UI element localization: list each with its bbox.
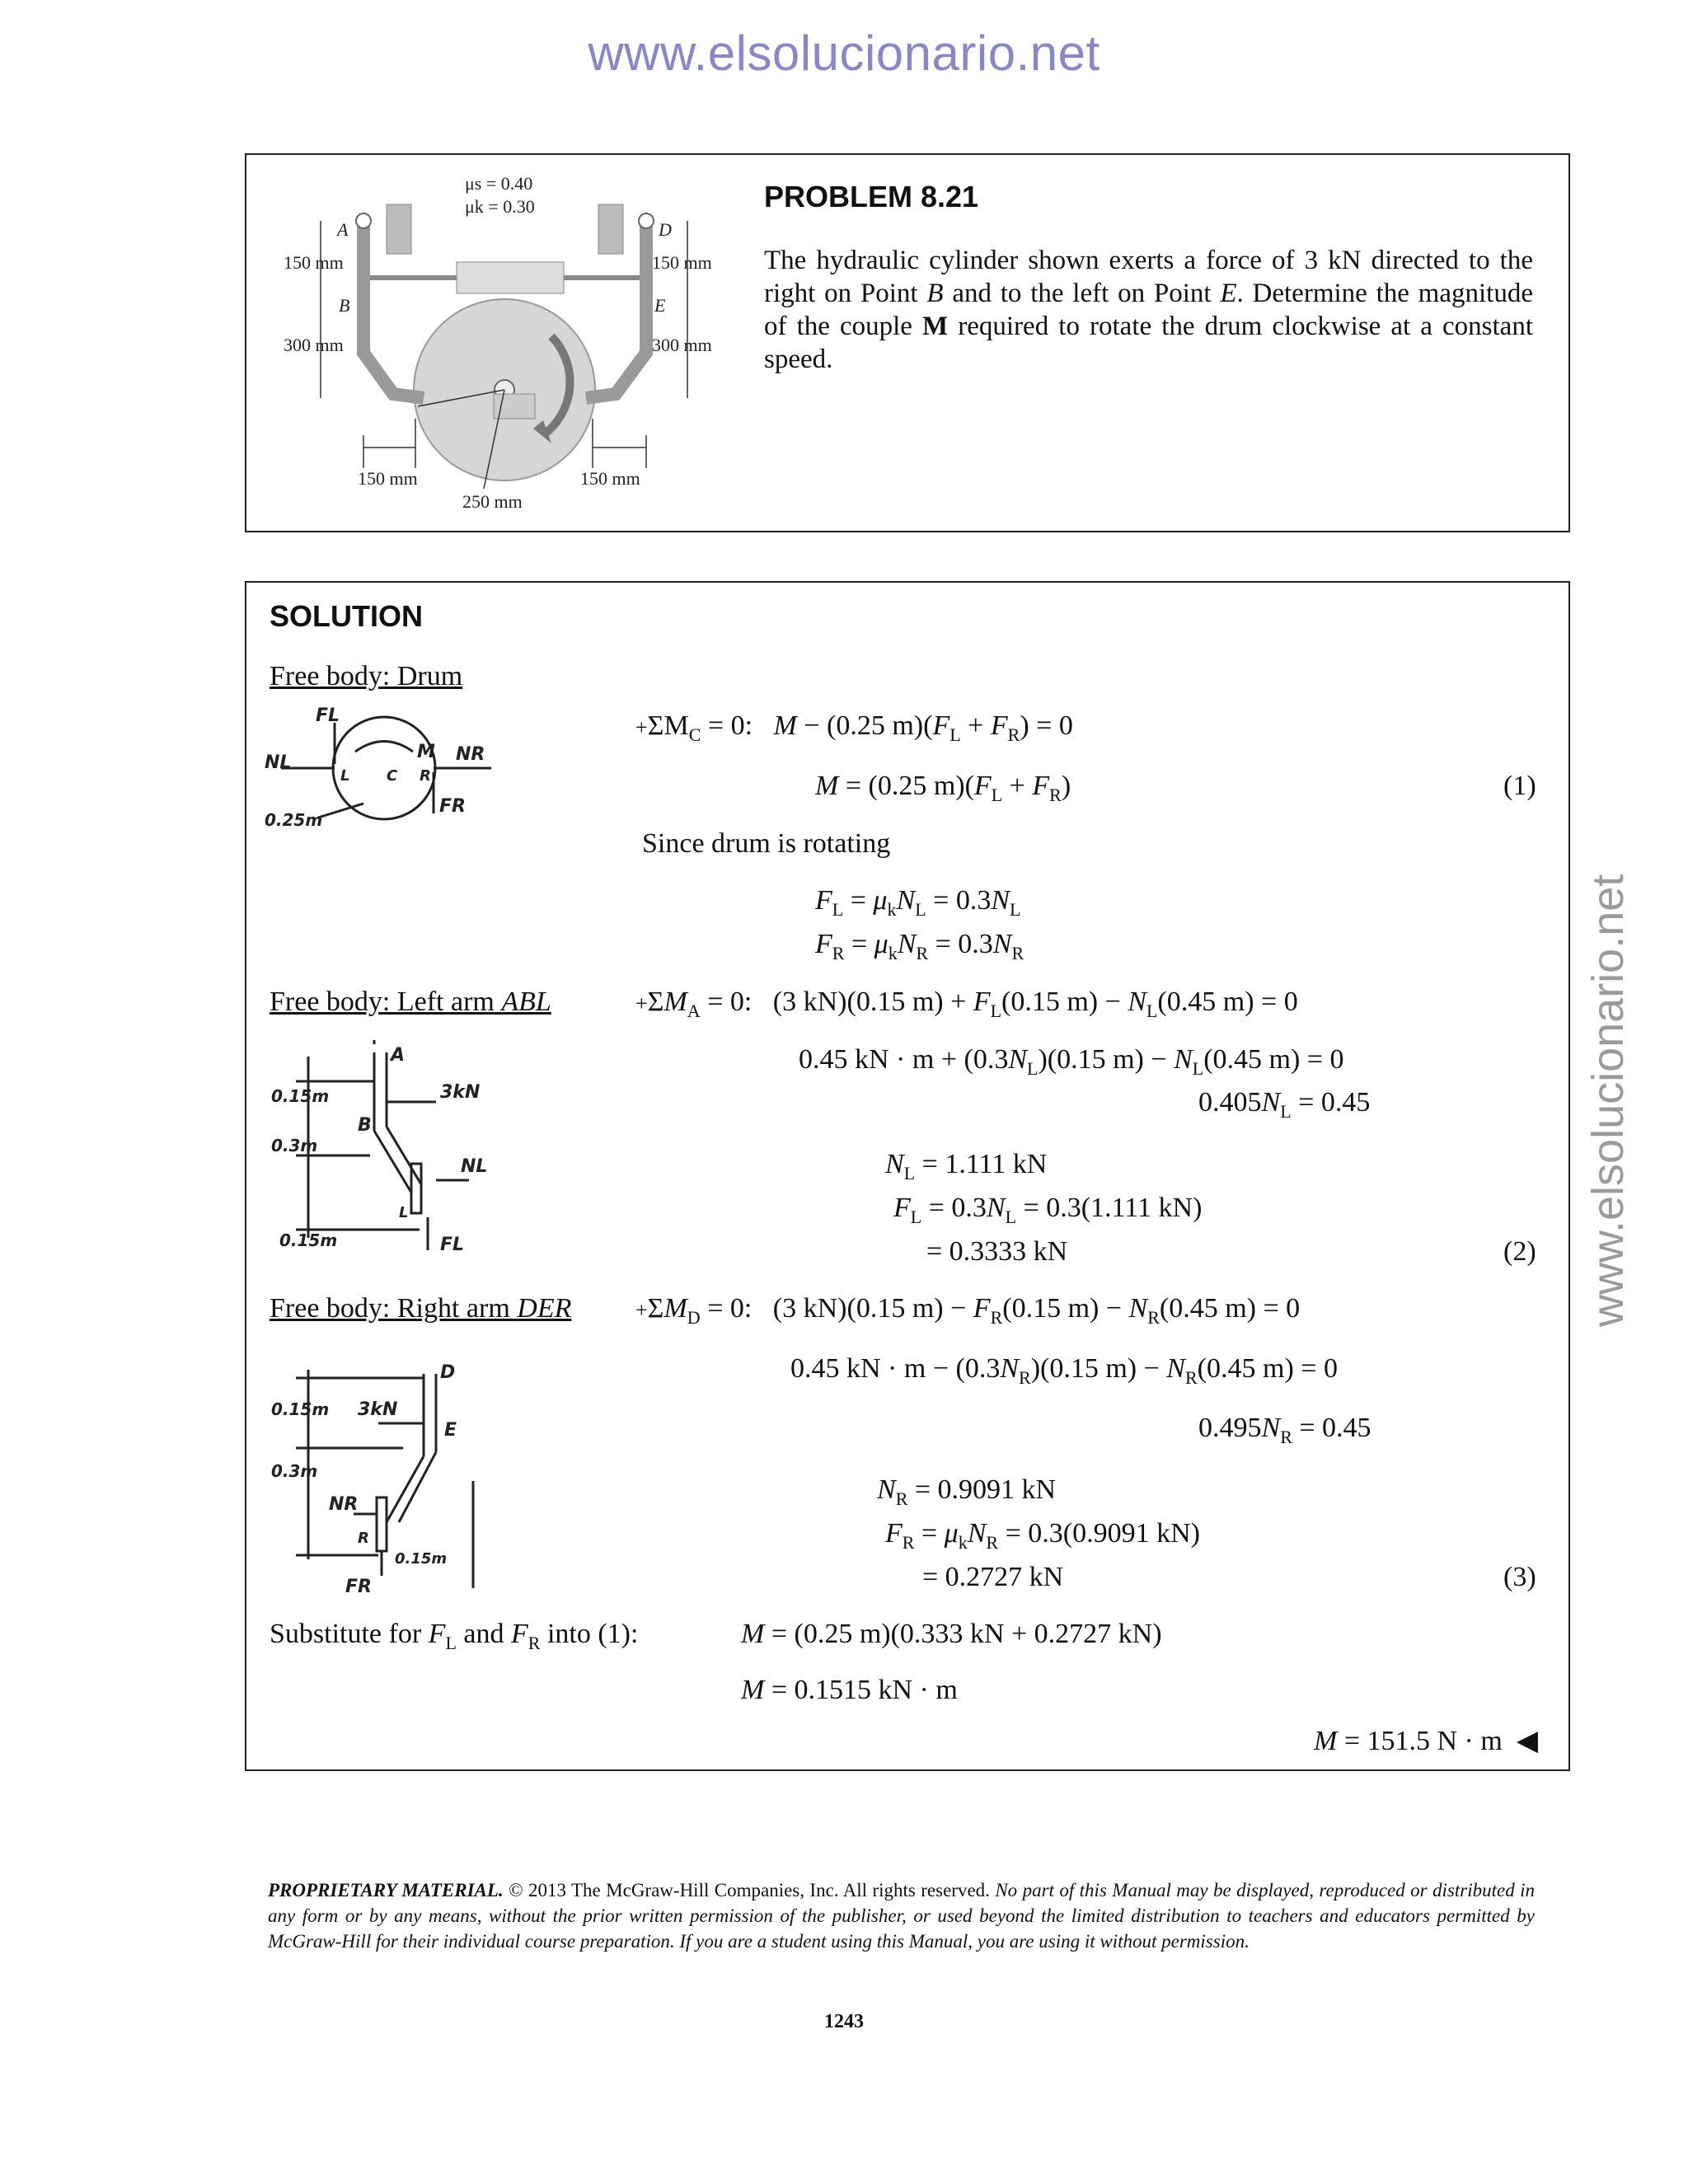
drum-sketch-FR: FR [439,796,466,817]
fig-dim-150-bottom-right: 150 mm [580,468,640,489]
left-sketch-B: B [358,1115,372,1136]
right-sketch-dim2: 0.3m [271,1461,318,1481]
drum-sketch-C: C [387,767,398,785]
fb-drum-heading: Free body: Drum [270,661,463,691]
left-sketch-L: L [399,1204,409,1221]
fig-dim-150-right: 150 mm [652,252,712,273]
eq-fr-value: $F_R = \mu_kN_R = 0.3(0.9091$ kN) [885,1518,1200,1553]
solution-title: SOLUTION [270,599,423,633]
eq-right-substituted: 0.45 kN · $m - (0.3N_R)(0.15$ $m) - N_R(0.45$ m) = 0 [790,1353,1338,1388]
copyright-footer: PROPRIETARY MATERIAL. © 2013 The McGraw-Hill Companies, Inc. All rights reserved. No part of this Manual may be displayed, reproduced or distributed in any form or by any means, without the prior written permission of the publisher, or used beyond the limited distribution to teachers and educators permitted by McGraw-Hill for their individual course preparation. If you are a student using this Manual, you are using it without permission. [268,1880,1535,1952]
eq-nl-value: $N_L = 1.111$ kN [885,1149,1048,1183]
eq-fr-friction: $F_R = \mu_kN_R = 0.3N_R$ [815,929,1025,963]
solution-box [245,581,1570,1771]
fig-dim-150-left: 150 mm [284,252,344,273]
right-sketch-FR: FR [345,1577,372,1596]
left-sketch-NL: NL [461,1156,488,1177]
fig-dim-300-left: 300 mm [284,335,344,355]
right-sketch-dim3: 0.15m [395,1550,448,1568]
eq-left-substituted: 0.45 kN · $m + (0.3N_L)(0.15$ $m) - N_L(0.45$ m) = 0 [799,1044,1344,1079]
eq-m-expression: M = (0.25 $m)(F_L + F_R)$ [815,771,1071,805]
drum-sketch-radius: 0.25m [265,810,323,830]
drum-sketch-FL: FL [316,706,340,726]
left-sketch-FL: FL [440,1235,465,1255]
fig-wall-left [387,204,411,254]
hydraulic-brake-figure [271,171,733,509]
right-sketch-3kN: 3kN [358,1399,398,1420]
eq-m-substituted: M = (0.25 m)(0.333 kN + 0.2727 kN) [741,1619,1162,1649]
eq-fl-result: = 0.3333 kN [926,1236,1068,1267]
left-arm-sketch [271,1040,510,1263]
since-drum-rotating: Since drum is rotating [642,828,891,859]
eq-fl-value: $F_L = 0.3N_L = 0.3(1.111$ kN) [893,1193,1203,1227]
drum-sketch-R: R [420,767,431,785]
eq-moment-a: $+\Sigma M_A = 0$: (3 kN)(0.15 $m) + F_L(0.15$ $m) - N_L(0.45$ m) = 0 [635,987,1298,1021]
fig-label-B: B [339,295,350,316]
right-sketch-NR: NR [329,1494,359,1515]
problem-statement: The hydraulic cylinder shown exerts a force of 3 kN directed to the right on Point B and to the left on Point E. Determine the magnitude of the couple M required to rotate the drum clockwise at a constant speed. [764,246,1533,374]
eq-right-simplified: $0.495N_R = 0.45$ [1198,1413,1372,1447]
left-sketch-dim2: 0.3m [271,1136,318,1155]
problem-title: PROBLEM 8.21 [764,180,979,213]
substitute-text: Substitute for $F_L$ and $F_R$ into (1): [270,1619,639,1653]
right-arm-sketch [271,1357,518,1596]
eq-number-2: (2) [1503,1236,1536,1267]
drum-sketch-NR: NR [456,744,485,765]
right-sketch-R: R [358,1530,369,1547]
drum-sketch-L: L [340,767,350,785]
watermark-top: www.elsolucionario.net [588,26,1100,81]
fb-right-arm-heading: Free body: Right arm DER [270,1293,572,1324]
eq-fl-friction: $F_L = \mu_kN_L = 0.3N_L$ [815,885,1021,920]
left-sketch-dim3: 0.15m [279,1230,338,1250]
left-sketch-3kN: 3kN [440,1082,481,1103]
drum-sketch [265,706,504,830]
right-sketch-D: D [440,1362,456,1383]
problem-box [245,153,1570,532]
eq-number-3: (3) [1503,1562,1536,1592]
right-sketch-dim1: 0.15m [271,1399,330,1419]
eq-m-kn: M = 0.1515 kN · m [741,1675,958,1705]
fig-label-D: D [659,219,672,240]
fig-dim-250: 250 mm [462,491,523,509]
fig-mu-k: μk = 0.30 [465,196,535,217]
drum-sketch-M: M [417,742,435,762]
fig-dim-300-right: 300 mm [652,335,712,355]
fig-dim-150-bottom-left: 150 mm [358,468,418,489]
eq-left-simplified: $0.405N_L = 0.45$ [1198,1087,1371,1122]
fig-wall-right [598,204,623,254]
eq-nr-value: $N_R = 0.9091$ kN [877,1474,1057,1509]
left-sketch-dim1: 0.15m [271,1086,330,1106]
final-answer: M = 151.5 N · m ◀ [1314,1726,1538,1756]
eq-moment-d: $+\Sigma M_D = 0$: (3 kN)(0.15 $m) - F_R(0.15$ $m) - N_R(0.45$ m) = 0 [635,1293,1301,1328]
left-sketch-A: A [391,1045,406,1066]
fig-hydraulic-cylinder [457,262,564,293]
page-number: 1243 [824,2011,864,2032]
fig-label-E: E [654,295,666,316]
fb-left-arm-heading: Free body: Left arm ABL [270,987,551,1017]
watermark-side: www.elsolucionario.net [1583,874,1633,1327]
right-sketch-E: E [444,1420,457,1441]
eq-number-1: (1) [1503,771,1536,801]
eq-moment-c: $+\Sigma M_C = 0$: M − (0.25 $m)(F_L + F_R) = 0$ [635,710,1073,745]
eq-fr-result: = 0.2727 kN [922,1562,1064,1592]
fig-label-A: A [337,219,349,240]
drum-sketch-NL: NL [265,752,292,773]
fig-mu-s: μs = 0.40 [465,173,533,194]
